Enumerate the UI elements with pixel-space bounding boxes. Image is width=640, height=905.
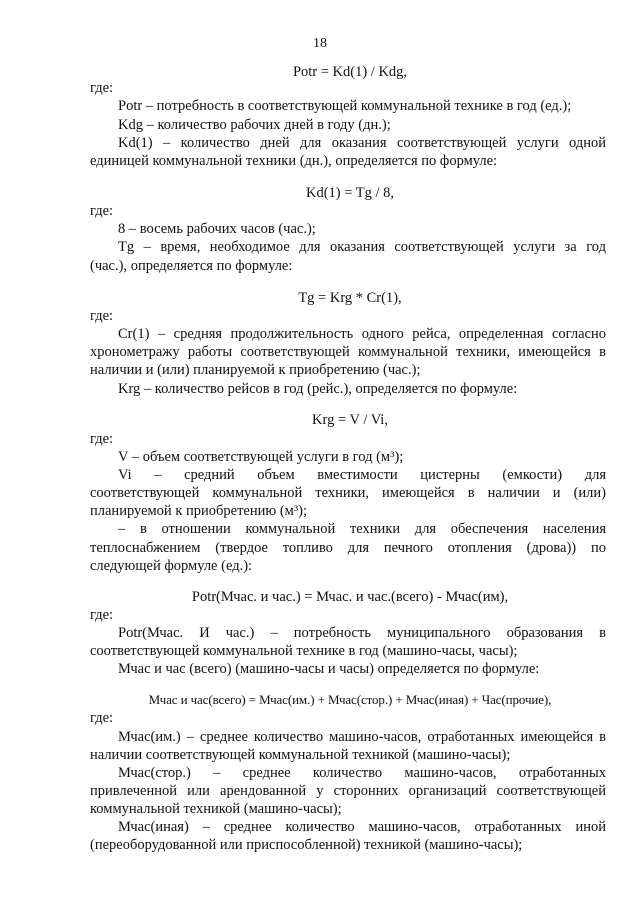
- formula-total-hours: Мчас и час(всего) = Мчас(им.) + Мчас(стор.) + Мчас(иная) + Час(прочие),: [148, 692, 552, 707]
- text-line: наличии и (или) планируемой к приобретению (час.);: [90, 362, 421, 378]
- where-label: где:: [90, 710, 114, 726]
- text-line: Potr(Мчас. И час.) – потребность муниципального образования в: [118, 625, 606, 641]
- formula-potr-hours: Potr(Мчас. и час.) = Мчас. и час.(всего) - Мчас(им),: [191, 589, 509, 605]
- text-line: Мчас и час (всего) (машино-часы и часы) определяется по формуле:: [118, 661, 540, 677]
- text-line: Мчас(стор.) – среднее количество машино-часов, отработанных: [118, 765, 606, 781]
- text-line: соответствующей коммунальной техники, имеющейся в наличии и (или): [90, 485, 606, 501]
- text-line: Vi – средний объем вместимости цистерны (емкости) для: [118, 467, 606, 483]
- where-label: где:: [90, 607, 114, 623]
- text-line: хронометражу работы соответствующей коммунальной техники, имеющейся в: [90, 344, 606, 360]
- page-number: 18: [313, 36, 327, 51]
- text-line: Мчас(им.) – среднее количество машино-часов, отработанных имеющейся в: [118, 729, 606, 745]
- text-line: Tg – время, необходимое для оказания соответствующей услуги за год: [118, 239, 606, 255]
- text-line: теплоснабжением (твердое топливо для печного отопления (дрова)) по: [90, 540, 606, 556]
- text-line: Krg – количество рейсов в год (рейс.), определяется по формуле:: [118, 381, 518, 397]
- text-line: (переоборудованной или приспособленной) техникой (машино-часы);: [90, 837, 523, 853]
- text-line: 8 – восемь рабочих часов (час.);: [118, 221, 316, 237]
- where-label: где:: [90, 431, 114, 447]
- text-line: Cr(1) – средняя продолжительность одного рейса, определенная согласно: [118, 326, 606, 342]
- text-line: Мчас(иная) – среднее количество машино-часов, отработанных иной: [118, 819, 606, 835]
- text-line: Kd(1) – количество дней для оказания соответствующей услуги одной: [118, 135, 606, 151]
- text-line: – в отношении коммунальной техники для обеспечения населения: [118, 521, 606, 537]
- formula-krg: Krg = V / Vi,: [312, 412, 388, 428]
- text-line: (час.), определяется по формуле:: [90, 258, 293, 274]
- text-line: привлеченной или арендованной у сторонних организаций соответствующей: [90, 783, 606, 799]
- where-label: где:: [90, 203, 114, 219]
- text-line: V – объем соответствующей услуги в год (м³);: [118, 449, 404, 465]
- formula-potr: Potr = Kd(1) / Kdg,: [292, 64, 408, 80]
- text-line: Potr – потребность в соответствующей коммунальной технике в год (ед.);: [118, 98, 572, 114]
- text-line: коммунальной техникой (машино-часы);: [90, 801, 342, 817]
- text-line: следующей формуле (ед.):: [90, 558, 253, 574]
- text-line: единицей коммунальной техники (дн.), определяется по формуле:: [90, 153, 498, 169]
- where-label: где:: [90, 80, 114, 96]
- formula-tg: Tg = Krg * Cr(1),: [298, 290, 402, 306]
- text-line: Kdg – количество рабочих дней в году (дн.);: [118, 117, 391, 133]
- text-line: планируемой к приобретению (м³);: [90, 503, 308, 519]
- text-line: наличии соответствующей коммунальной техникой (машино-часы);: [90, 747, 511, 763]
- text-line: соответствующей коммунальной технике в год (машино-часы, часы);: [90, 643, 518, 659]
- formula-kd1: Kd(1) = Tg / 8,: [305, 185, 395, 201]
- where-label: где:: [90, 308, 114, 324]
